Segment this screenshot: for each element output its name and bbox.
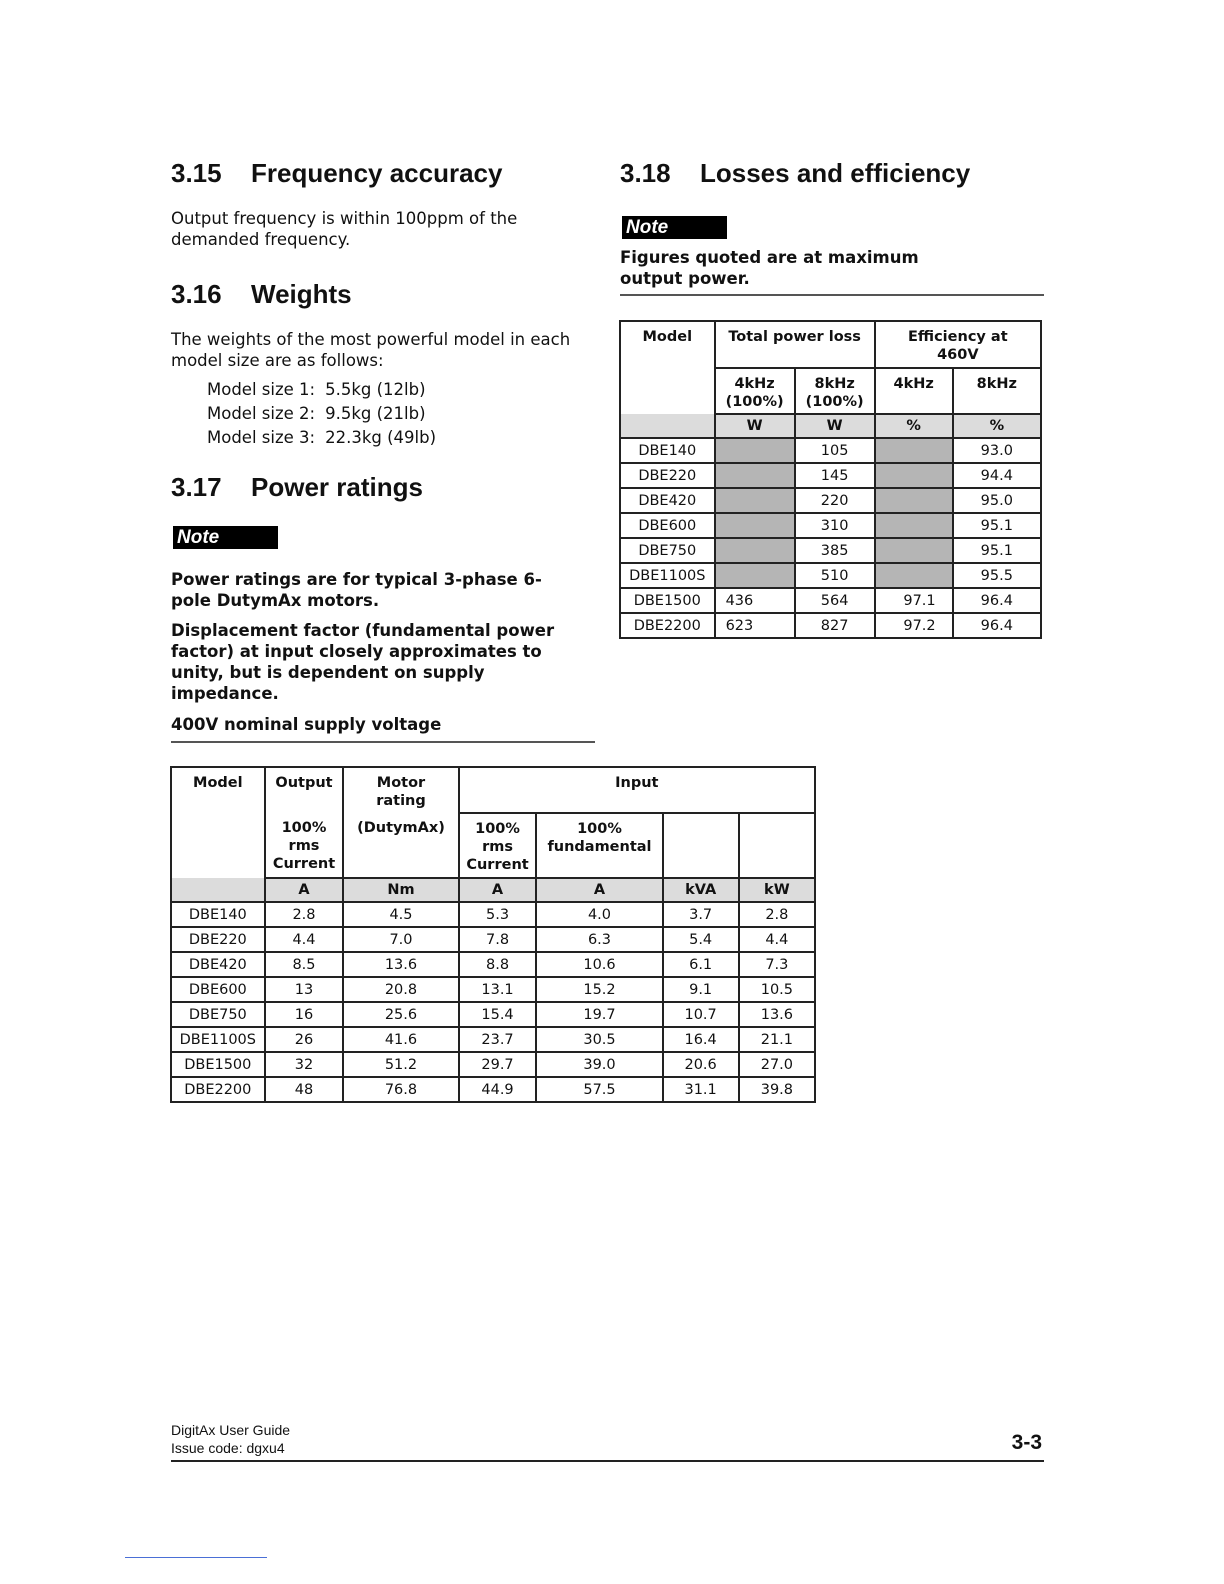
weight-label: Model size 2:: [207, 404, 316, 423]
divider: [620, 294, 1044, 296]
note-maximum-output: Figures quoted are at maximum output power.: [620, 248, 919, 288]
value-cell: 3.7: [663, 902, 739, 927]
unit-cell: A: [459, 878, 537, 902]
col-total-power-loss: Total power loss: [715, 321, 875, 368]
unit-cell: [171, 878, 265, 902]
value-cell: 2.8: [265, 902, 344, 927]
value-cell: [715, 438, 795, 463]
weight-item: [207, 402, 436, 426]
weights-intro: The weights of the most powerful model in each model size are as follows:: [171, 330, 571, 370]
value-cell: 8.5: [265, 952, 344, 977]
table-row: [620, 513, 1041, 538]
note-label: Note: [173, 526, 278, 549]
value-cell: 15.4: [459, 1002, 537, 1027]
losses-table: [619, 320, 1042, 639]
value-cell: 97.1: [875, 588, 953, 613]
value-cell: 310: [795, 513, 875, 538]
value-cell: 13.6: [343, 952, 458, 977]
value-cell: 97.2: [875, 613, 953, 638]
value-cell: 10.6: [536, 952, 662, 977]
unit-cell: W: [795, 414, 875, 438]
value-cell: 94.4: [953, 463, 1041, 488]
value-cell: 96.4: [953, 613, 1041, 638]
value-cell: [715, 513, 795, 538]
model-cell: DBE1100S: [171, 1027, 265, 1052]
model-cell: DBE140: [620, 438, 715, 463]
value-cell: 44.9: [459, 1077, 537, 1102]
note-power-ratings: Power ratings are for typical 3-phase 6-pole DutymAx motors.: [171, 570, 542, 610]
model-cell: DBE220: [171, 927, 265, 952]
col-loss-4khz: 4kHz (100%): [715, 368, 795, 414]
supply-voltage-subheading: 400V nominal supply voltage: [171, 715, 442, 734]
col-eff-4khz: 4kHz: [875, 368, 953, 414]
col-motor-dutymax: (DutymAx): [343, 813, 458, 878]
value-cell: 220: [795, 488, 875, 513]
model-cell: DBE600: [171, 977, 265, 1002]
model-cell: DBE2200: [171, 1077, 265, 1102]
model-cell: DBE420: [171, 952, 265, 977]
weights-list: [207, 378, 436, 450]
table-row: [171, 1052, 815, 1077]
value-cell: [715, 463, 795, 488]
model-cell: DBE1500: [171, 1052, 265, 1077]
value-cell: 5.4: [663, 927, 739, 952]
value-cell: 20.6: [663, 1052, 739, 1077]
table-row: [171, 977, 815, 1002]
unit-cell: %: [953, 414, 1041, 438]
value-cell: 23.7: [459, 1027, 537, 1052]
value-cell: 93.0: [953, 438, 1041, 463]
value-cell: 13.6: [739, 1002, 815, 1027]
col-input: Input: [459, 767, 815, 813]
value-cell: [875, 563, 953, 588]
col-model-spacer: [620, 368, 715, 414]
value-cell: 13.1: [459, 977, 537, 1002]
model-cell: DBE220: [620, 463, 715, 488]
unit-cell: kW: [739, 878, 815, 902]
value-cell: 41.6: [343, 1027, 458, 1052]
note-displacement-factor: Displacement factor (fundamental power factor) at input closely approximates to unity, but is dependent on supply impedance.: [171, 621, 555, 703]
col-model: Model: [620, 321, 715, 368]
heading-3-15: 3.15 Frequency accuracy: [171, 158, 503, 188]
unit-cell: [620, 414, 715, 438]
col-input-current: 100% rms Current: [459, 813, 537, 878]
value-cell: 2.8: [739, 902, 815, 927]
value-cell: 25.6: [343, 1002, 458, 1027]
col-input-fundamental: 100% fundamental: [536, 813, 662, 878]
table-row: [620, 613, 1041, 638]
col-model: Model: [171, 767, 265, 813]
value-cell: 4.0: [536, 902, 662, 927]
value-cell: 39.0: [536, 1052, 662, 1077]
value-cell: 827: [795, 613, 875, 638]
value-cell: 19.7: [536, 1002, 662, 1027]
col-motor-rating: Motor rating: [343, 767, 458, 813]
value-cell: 510: [795, 563, 875, 588]
value-cell: 5.3: [459, 902, 537, 927]
value-cell: 4.4: [739, 927, 815, 952]
unit-cell: Nm: [343, 878, 458, 902]
value-cell: [875, 438, 953, 463]
weight-item: [207, 378, 436, 402]
value-cell: 95.1: [953, 513, 1041, 538]
value-cell: 29.7: [459, 1052, 537, 1077]
col-efficiency: Efficiency at 460V: [875, 321, 1041, 368]
value-cell: 39.8: [739, 1077, 815, 1102]
value-cell: 95.1: [953, 538, 1041, 563]
value-cell: [715, 538, 795, 563]
unit-cell: A: [265, 878, 344, 902]
value-cell: 9.1: [663, 977, 739, 1002]
value-cell: 145: [795, 463, 875, 488]
value-cell: 13: [265, 977, 344, 1002]
frequency-accuracy-text: Output frequency is within 100ppm of the demanded frequency.: [171, 209, 518, 249]
value-cell: 48: [265, 1077, 344, 1102]
unit-cell: %: [875, 414, 953, 438]
value-cell: 623: [715, 613, 795, 638]
value-cell: [875, 488, 953, 513]
model-cell: DBE600: [620, 513, 715, 538]
value-cell: 7.8: [459, 927, 537, 952]
table-row: [620, 538, 1041, 563]
value-cell: 31.1: [663, 1077, 739, 1102]
footer-rule: [171, 1460, 1044, 1462]
col-model-spacer: [171, 813, 265, 878]
note-label: Note: [622, 216, 727, 239]
col-kw-spacer: [739, 813, 815, 878]
table-row: [171, 1027, 815, 1052]
value-cell: 26: [265, 1027, 344, 1052]
heading-3-17: 3.17 Power ratings: [171, 472, 423, 502]
value-cell: 436: [715, 588, 795, 613]
value-cell: 10.7: [663, 1002, 739, 1027]
unit-cell: kVA: [663, 878, 739, 902]
value-cell: [875, 463, 953, 488]
table-row: [620, 438, 1041, 463]
col-loss-8khz: 8kHz (100%): [795, 368, 875, 414]
col-output-current: 100% rms Current: [265, 813, 344, 878]
unit-cell: W: [715, 414, 795, 438]
value-cell: 10.5: [739, 977, 815, 1002]
value-cell: 51.2: [343, 1052, 458, 1077]
value-cell: 27.0: [739, 1052, 815, 1077]
power-ratings-table: [170, 766, 816, 1103]
value-cell: 7.3: [739, 952, 815, 977]
value-cell: 95.0: [953, 488, 1041, 513]
table-row: [171, 1002, 815, 1027]
table-row: [620, 463, 1041, 488]
value-cell: 7.0: [343, 927, 458, 952]
weight-label: Model size 3:: [207, 428, 316, 447]
value-cell: 32: [265, 1052, 344, 1077]
model-cell: DBE420: [620, 488, 715, 513]
value-cell: [715, 563, 795, 588]
value-cell: 96.4: [953, 588, 1041, 613]
model-cell: DBE2200: [620, 613, 715, 638]
model-cell: DBE1100S: [620, 563, 715, 588]
value-cell: 20.8: [343, 977, 458, 1002]
value-cell: 57.5: [536, 1077, 662, 1102]
table-row: [171, 902, 815, 927]
value-cell: 6.1: [663, 952, 739, 977]
value-cell: 4.5: [343, 902, 458, 927]
divider: [171, 741, 595, 743]
unit-cell: A: [536, 878, 662, 902]
value-cell: 105: [795, 438, 875, 463]
table-row: [171, 1077, 815, 1102]
table-row: [171, 952, 815, 977]
footer-issue-code: Issue code: dgxu4: [171, 1440, 285, 1456]
model-cell: DBE750: [171, 1002, 265, 1027]
col-eff-8khz: 8kHz: [953, 368, 1041, 414]
units-row: [620, 414, 1041, 438]
value-cell: 16: [265, 1002, 344, 1027]
heading-3-16: 3.16 Weights: [171, 279, 352, 309]
value-cell: 95.5: [953, 563, 1041, 588]
table-row: [620, 588, 1041, 613]
weight-value: 5.5kg (12lb): [325, 380, 426, 399]
value-cell: 30.5: [536, 1027, 662, 1052]
footer-guide-title: DigitAx User Guide: [171, 1422, 291, 1438]
col-output: Output: [265, 767, 344, 813]
col-kva-spacer: [663, 813, 739, 878]
table-row: [620, 563, 1041, 588]
value-cell: 6.3: [536, 927, 662, 952]
value-cell: [715, 488, 795, 513]
link-underline: [125, 1557, 267, 1558]
table-row: [620, 488, 1041, 513]
value-cell: 16.4: [663, 1027, 739, 1052]
weight-item: [207, 426, 436, 450]
value-cell: 564: [795, 588, 875, 613]
value-cell: 21.1: [739, 1027, 815, 1052]
units-row: [171, 878, 815, 902]
value-cell: 15.2: [536, 977, 662, 1002]
value-cell: 8.8: [459, 952, 537, 977]
table-row: [171, 927, 815, 952]
heading-3-18: 3.18 Losses and efficiency: [620, 158, 971, 188]
weight-value: 22.3kg (49lb): [325, 428, 437, 447]
weight-label: Model size 1:: [207, 380, 316, 399]
model-cell: DBE140: [171, 902, 265, 927]
model-cell: DBE750: [620, 538, 715, 563]
value-cell: 76.8: [343, 1077, 458, 1102]
value-cell: [875, 538, 953, 563]
value-cell: 385: [795, 538, 875, 563]
model-cell: DBE1500: [620, 588, 715, 613]
value-cell: [875, 513, 953, 538]
page-number: 3-3: [1011, 1431, 1042, 1454]
value-cell: 4.4: [265, 927, 344, 952]
weight-value: 9.5kg (21lb): [325, 404, 426, 423]
